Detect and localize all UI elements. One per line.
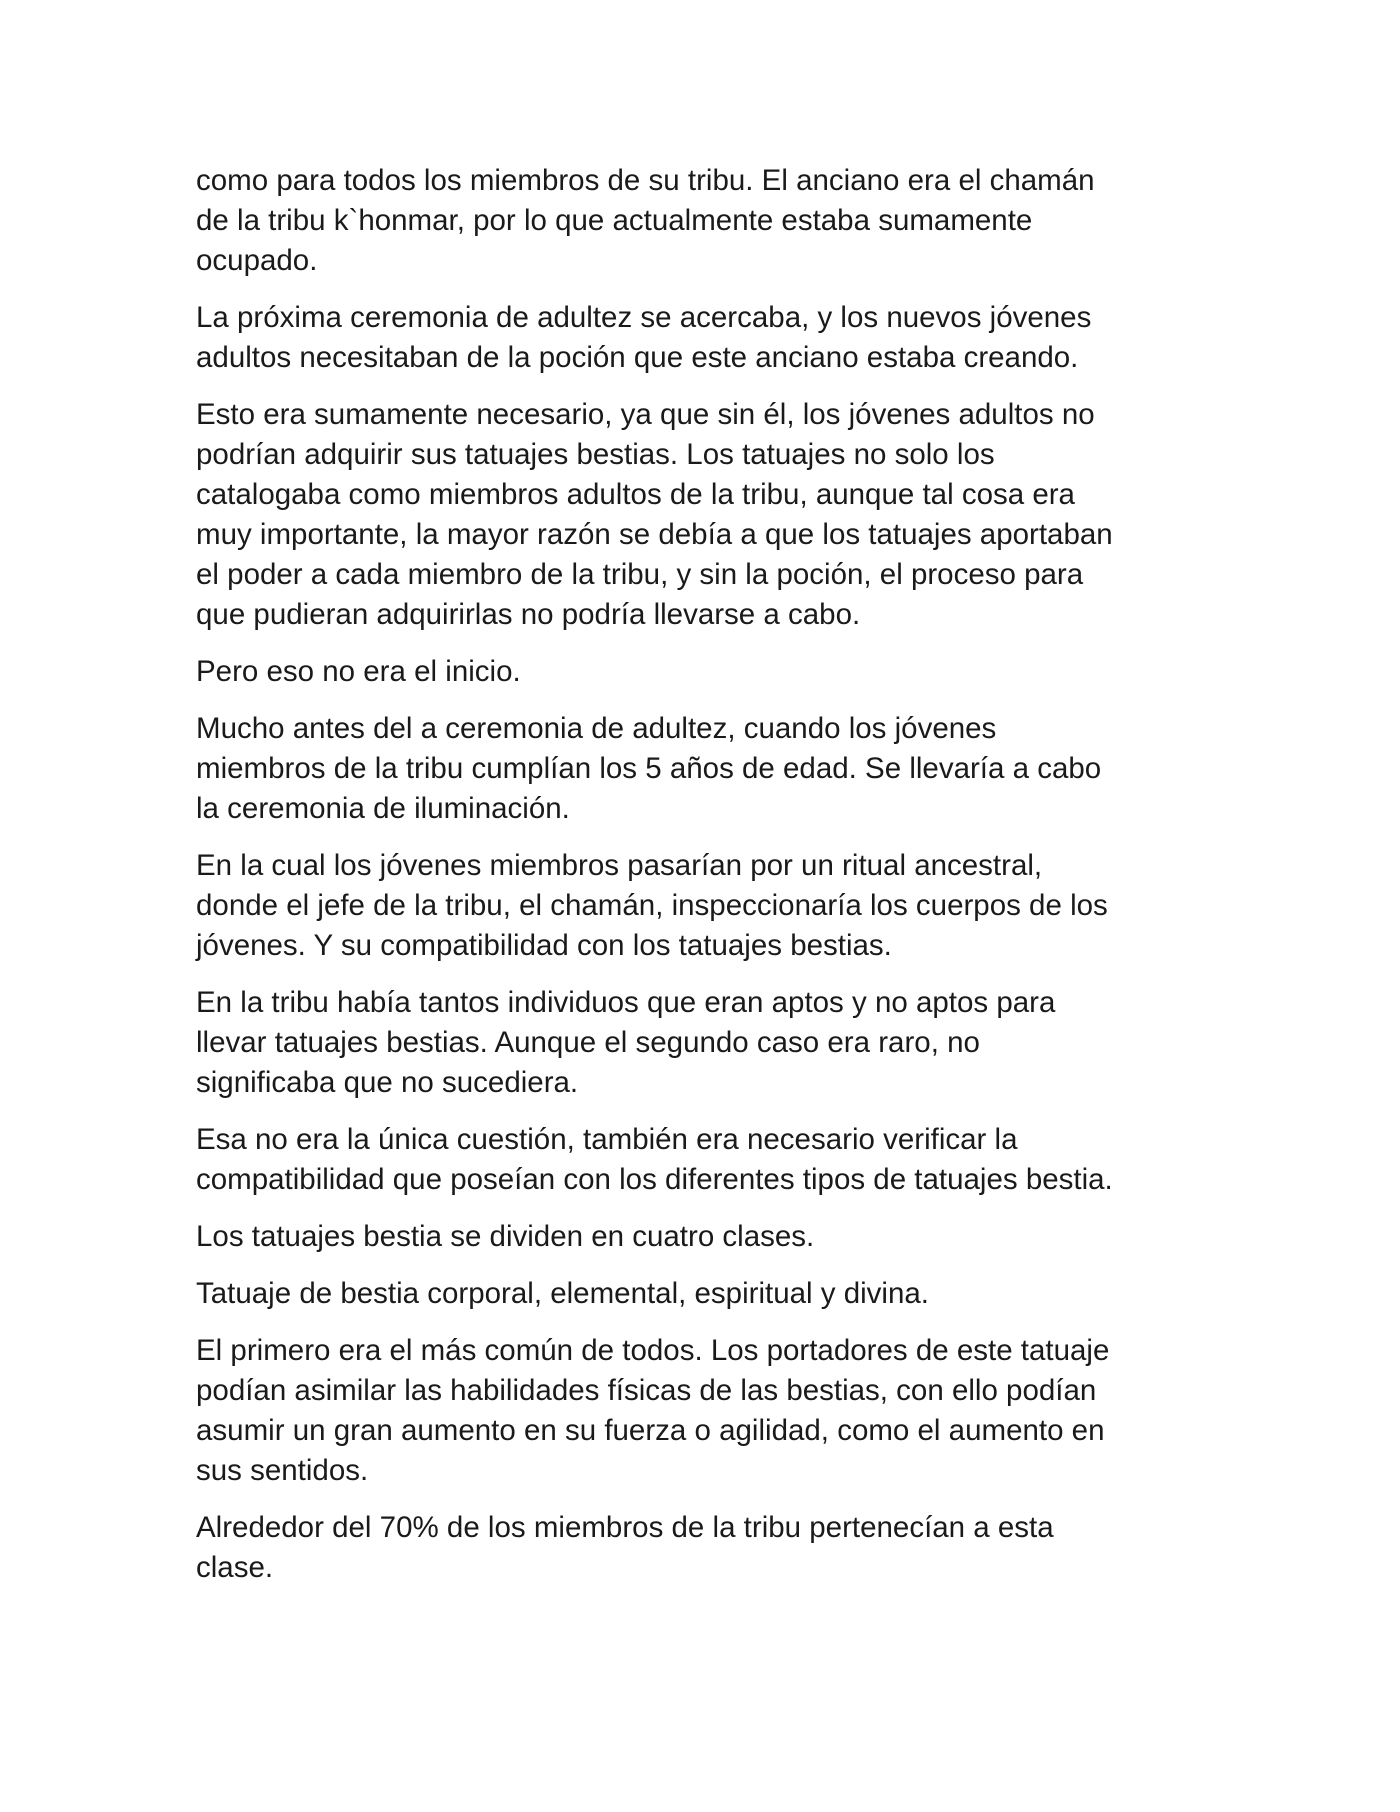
- paragraph: [196, 1331, 1216, 1491]
- text-line: En la cual los jóvenes miembros pasarían por un ritual ancestral,: [196, 849, 1043, 882]
- paragraph: [196, 1508, 1216, 1588]
- text-line: compatibilidad que poseían con los diferentes tipos de tatuajes bestia.: [196, 1163, 1113, 1196]
- text-line: Mucho antes del a ceremonia de adultez, cuando los jóvenes: [196, 712, 997, 745]
- text-line: sus sentidos.: [196, 1454, 369, 1487]
- text-line: Esa no era la única cuestión, también era necesario verificar la: [196, 1123, 1018, 1156]
- text-line: Alrededor del 70% de los miembros de la tribu pertenecían a esta: [196, 1511, 1054, 1544]
- text-line: En la tribu había tantos individuos que eran aptos y no aptos para: [196, 986, 1056, 1019]
- text-line: jóvenes. Y su compatibilidad con los tatuajes bestias.: [196, 929, 892, 962]
- text-line: donde el jefe de la tribu, el chamán, inspeccionaría los cuerpos de los: [196, 889, 1108, 922]
- text-line: como para todos los miembros de su tribu. El anciano era el chamán: [196, 164, 1095, 197]
- text-line: asumir un gran aumento en su fuerza o agilidad, como el aumento en: [196, 1414, 1105, 1447]
- text-line: La próxima ceremonia de adultez se acercaba, y los nuevos jóvenes: [196, 301, 1092, 334]
- text-line: llevar tatuajes bestias. Aunque el segundo caso era raro, no: [196, 1026, 980, 1059]
- text-line: catalogaba como miembros adultos de la tribu, aunque tal cosa era: [196, 478, 1075, 511]
- text-line: podían asimilar las habilidades físicas de las bestias, con ello podían: [196, 1374, 1097, 1407]
- text-line: que pudieran adquirirlas no podría llevarse a cabo.: [196, 598, 861, 631]
- paragraph: [196, 395, 1216, 635]
- paragraph: [196, 1120, 1216, 1200]
- text-line: de la tribu k`honmar, por lo que actualmente estaba sumamente: [196, 204, 1033, 237]
- text-line: muy importante, la mayor razón se debía a que los tatuajes aportaban: [196, 518, 1113, 551]
- text-line: la ceremonia de iluminación.: [196, 792, 570, 825]
- text-line: Los tatuajes bestia se dividen en cuatro clases.: [196, 1220, 815, 1253]
- text-line: adultos necesitaban de la poción que este anciano estaba creando.: [196, 341, 1079, 374]
- paragraph: [196, 1274, 1216, 1314]
- paragraph: [196, 983, 1216, 1103]
- text-line: el poder a cada miembro de la tribu, y sin la poción, el proceso para: [196, 558, 1084, 591]
- text-line: clase.: [196, 1551, 274, 1584]
- text-line: significaba que no sucediera.: [196, 1066, 579, 1099]
- text-line: El primero era el más común de todos. Los portadores de este tatuaje: [196, 1334, 1110, 1367]
- paragraph: [196, 1217, 1216, 1257]
- paragraph: [196, 846, 1216, 966]
- text-line: Pero eso no era el inicio.: [196, 655, 521, 688]
- paragraph: [196, 298, 1216, 378]
- text-line: Esto era sumamente necesario, ya que sin él, los jóvenes adultos no: [196, 398, 1095, 431]
- text-line: miembros de la tribu cumplían los 5 años de edad. Se llevaría a cabo: [196, 752, 1102, 785]
- paragraph: [196, 652, 1216, 692]
- document-body: [196, 161, 1216, 1605]
- paragraph: [196, 709, 1216, 829]
- text-line: podrían adquirir sus tatuajes bestias. Los tatuajes no solo los: [196, 438, 995, 471]
- text-line: Tatuaje de bestia corporal, elemental, espiritual y divina.: [196, 1277, 929, 1310]
- text-line: ocupado.: [196, 244, 318, 277]
- paragraph: [196, 161, 1216, 281]
